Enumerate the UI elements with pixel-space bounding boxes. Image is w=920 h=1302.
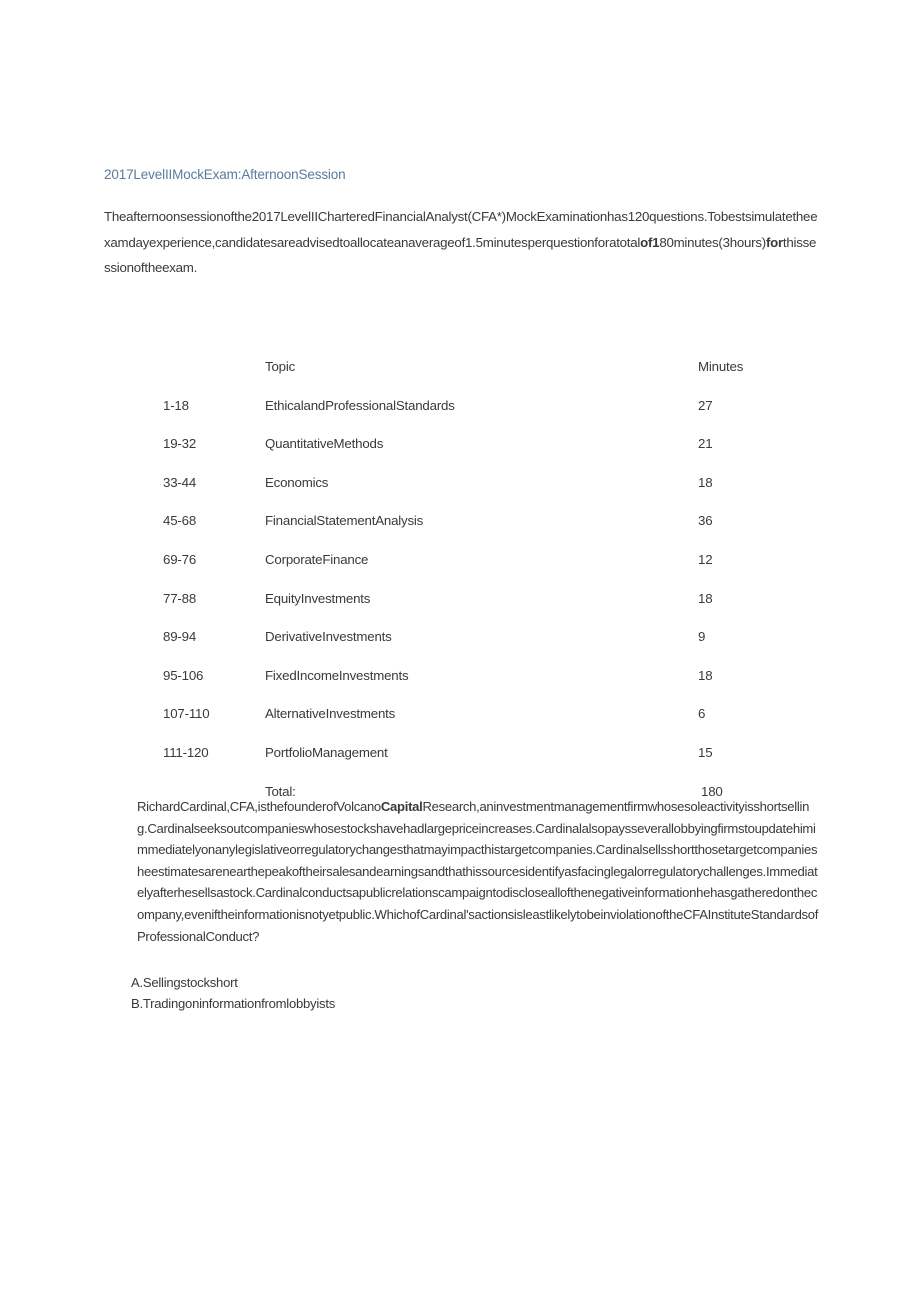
cell-minutes: 18 (698, 667, 713, 683)
cell-question-range: 89-94 (163, 629, 197, 645)
cell-topic: QuantitativeMethods (265, 436, 384, 452)
cell-topic: FinancialStatementAnalysis (265, 513, 424, 529)
question-text-part1: RichardCardinal,CFA,isthefounderofVolcano (137, 799, 381, 814)
cell-minutes: 12 (698, 551, 713, 567)
cell-question-range: 77-88 (163, 590, 197, 606)
cell-topic: Economics (265, 474, 329, 490)
cell-minutes: 15 (698, 744, 713, 760)
cell-minutes: 21 (698, 436, 713, 452)
cell-topic: PortfolioManagement (265, 744, 388, 760)
question-text-part2: Research,aninvestmentmanagementfirmwhosesoleactivityisshortselling.Cardinalseeksoutcompanieswhosestockshavehadlargepriceincreases.Cardinalalsopaysseverallobbyingfirmstoupdatehimimmediatelyonanylegislativeorregulatorychangesthatmayimpacthistargetcompanies.Cardinalsellsshortthosetargetcompaniesheestimatesarenearthepeakoftheirsalesandearningsandthathissourcesidentifyasfacinglegalorregulatorychallenges.Immediatelyafterhesellsastock.Cardinalconductsapublicrelationscampaigntodiscloseallofthenegativeinformationhehasgatheredonthecompany,eveniftheinformationisnotyetpublic.WhichofCardinal'sactionsisleastlikelytobeinviolationoftheCFAInstituteStandardsofProfessionalConduct? (137, 799, 819, 944)
table-row (0, 474, 920, 513)
cell-topic: DerivativeInvestments (265, 629, 392, 645)
table-row (0, 744, 920, 783)
table-row (0, 397, 920, 436)
cell-topic: FixedIncomeInvestments (265, 667, 409, 683)
table-row (0, 435, 920, 474)
cell-question-range: 19-32 (163, 436, 197, 452)
column-header-minutes: Minutes (698, 359, 744, 374)
cell-minutes: 27 (698, 397, 713, 413)
table-row (0, 667, 920, 706)
cell-question-range: 69-76 (163, 551, 197, 567)
table-header-row (0, 358, 920, 397)
cell-topic: CorporateFinance (265, 551, 369, 567)
intro-text-part1: Theafternoonsessionofthe2017LevelIICharteredFinancialAnalyst(CFA*)MockExaminationhas120questions.Tobestsimulatetheexamdayexperience,candidatesareadvisedtoallocateanaverageof1.5minutesperquestionforatotal (104, 209, 818, 250)
intro-text-part3: thissessionoftheexam. (104, 234, 817, 275)
cell-topic: EthicalandProfessionalStandards (265, 397, 455, 413)
cell-question-range: 45-68 (163, 513, 197, 529)
table-row (0, 512, 920, 551)
table-row (0, 705, 920, 744)
total-label: Total: (265, 783, 296, 799)
answer-options (131, 972, 335, 1014)
intro-paragraph (104, 204, 818, 281)
question-text-emphasis: Capital (380, 799, 423, 814)
column-header-topic: Topic (265, 359, 296, 374)
cell-minutes: 18 (698, 590, 713, 606)
table-row (0, 628, 920, 667)
intro-text-emphasis2: for (765, 234, 783, 250)
page-title: 2017LevelIIMockExam:AfternoonSession (104, 167, 346, 182)
table-row (0, 590, 920, 629)
intro-text-emphasis1: of1 (640, 234, 660, 250)
cell-minutes: 36 (698, 513, 713, 529)
cell-question-range: 107-110 (163, 706, 210, 722)
table-row (0, 551, 920, 590)
cell-minutes: 9 (698, 629, 706, 645)
cell-minutes: 6 (698, 706, 706, 722)
cell-topic: AlternativeInvestments (265, 706, 396, 722)
question-vignette (137, 796, 819, 947)
exam-schedule-table (0, 358, 920, 803)
cell-topic: EquityInvestments (265, 590, 371, 606)
intro-text-part2: 80minutes(3hours) (659, 234, 766, 250)
total-minutes: 180 (701, 783, 723, 799)
cell-question-range: 33-44 (163, 474, 197, 490)
cell-minutes: 18 (698, 474, 713, 490)
cell-question-range: 95-106 (163, 667, 204, 683)
cell-question-range: 1-18 (163, 397, 189, 413)
cell-question-range: 111-120 (163, 744, 209, 760)
answer-option-a[interactable]: A.Sellingstockshort (131, 975, 238, 990)
answer-option-b[interactable]: B.Tradingoninformationfromlobbyists (131, 996, 335, 1011)
